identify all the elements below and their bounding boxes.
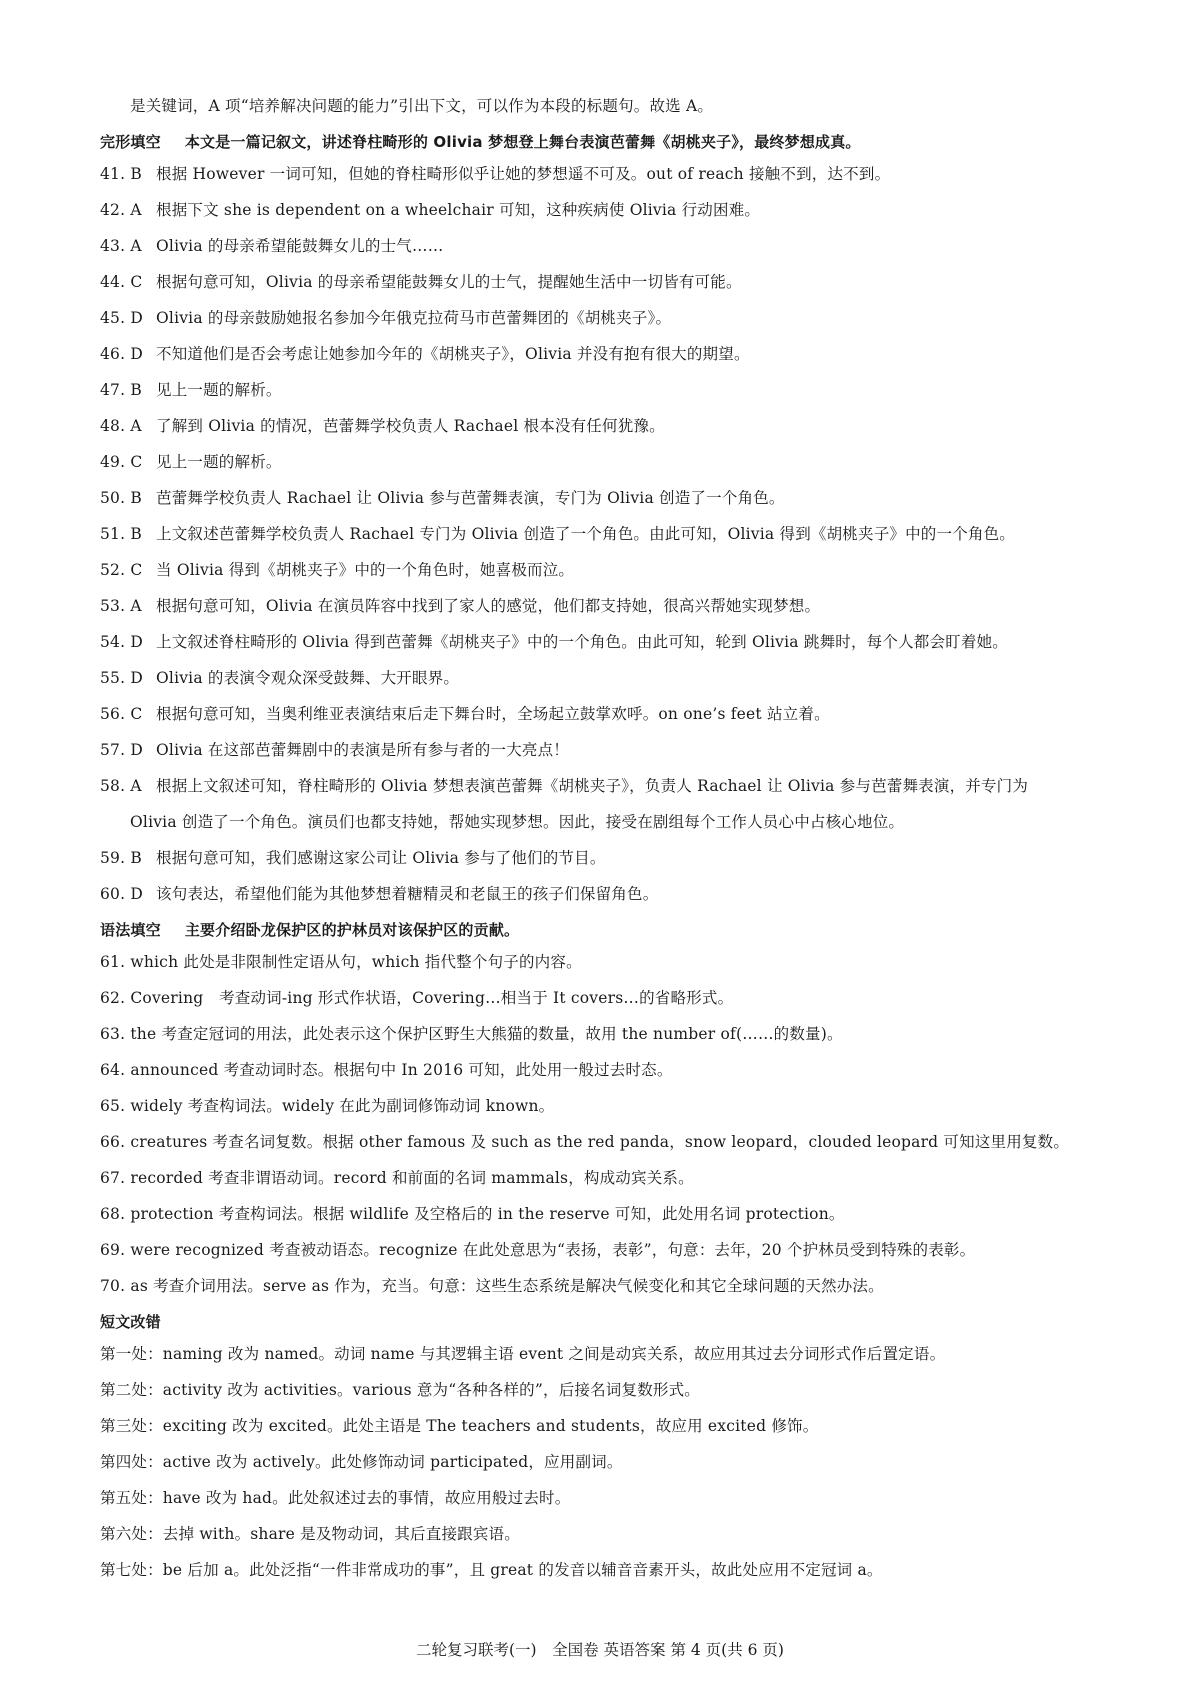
grammar-title: 语法填空 (100, 921, 161, 939)
cloze-answer-list (100, 164, 1135, 904)
answer-explanation: 根据下文 she is dependent on a wheelchair 可知，这种疾病使 Olivia 行动困难。 (156, 201, 761, 219)
correction-answer-item: 第三处：exciting 改为 excited。此处主语是 The teachers and students，故应用 excited 修饰。 (100, 1417, 819, 1435)
answer-explanation: Olivia 在这部芭蕾舞剧中的表演是所有参与者的一大亮点！ (156, 741, 570, 759)
answer-explanation: 根据句意可知，当奥利维亚表演结束后走下舞台时，全场起立鼓掌欢呼。on one’s feet 站立着。 (156, 705, 830, 723)
grammar-summary: 主要介绍卧龙保护区的护林员对该保护区的贡献。 (184, 921, 520, 939)
grammar-answer-item: 61. which 此处是非限制性定语从句，which 指代整个句子的内容。 (100, 953, 582, 971)
intro-line: 是关键词，A 项“培养解决问题的能力”引出下文，可以作为本段的标题句。故选 A。 (130, 97, 714, 115)
answer-explanation: 根据 However 一词可知，但她的脊柱畸形似乎让她的梦想遥不可及。out of reach 接触不到，达不到。 (156, 165, 891, 183)
answer-number: 50. B (100, 489, 142, 507)
cloze-answer-item (100, 632, 1135, 652)
cloze-answer-item (100, 488, 1135, 508)
grammar-answer-item: 62. Covering 考查动词-ing 形式作状语，Covering…相当于 It covers…的省略形式。 (100, 989, 734, 1007)
answer-number: 56. C (100, 705, 143, 723)
cloze-answer-item (100, 200, 1135, 220)
answer-number: 52. C (100, 561, 143, 579)
correction-answer-item: 第四处：active 改为 actively。此处修饰动词 participated，应用副词。 (100, 1453, 623, 1471)
answer-number: 58. A (100, 777, 142, 795)
cloze-title: 完形填空 (100, 133, 161, 151)
answer-explanation: 当 Olivia 得到《胡桃夹子》中的一个角色时，她喜极而泣。 (156, 561, 575, 579)
answer-explanation: 见上一题的解析。 (156, 453, 282, 471)
correction-answer-list (100, 1344, 1135, 1580)
answer-explanation: 根据句意可知，Olivia 的母亲希望能鼓舞女儿的士气，提醒她生活中一切皆有可能。 (156, 273, 742, 291)
answer-number: 60. D (100, 885, 144, 903)
page-footer: 二轮复习联考(一) 全国卷 英语答案 第 4 页(共 6 页) (416, 1641, 784, 1659)
answer-number: 42. A (100, 201, 142, 219)
cloze-answer-item (100, 704, 1135, 724)
cloze-summary: 本文是一篇记叙文，讲述脊柱畸形的 Olivia 梦想登上舞台表演芭蕾舞《胡桃夹子》，最终梦想成真。 (184, 133, 861, 151)
cloze-answer-item (100, 452, 1135, 472)
cloze-answer-item (100, 776, 1135, 796)
cloze-answer-item (100, 668, 1135, 688)
answer-explanation: 上文叙述芭蕾舞学校负责人 Rachael 专门为 Olivia 创造了一个角色。由此可知，Olivia 得到《胡桃夹子》中的一个角色。 (156, 525, 1015, 543)
cloze-answer-item (100, 560, 1135, 580)
grammar-answer-item: 66. creatures 考查名词复数。根据 other famous 及 such as the red panda，snow leopard，clouded leopard 可知这里用复数。 (100, 1133, 1070, 1151)
answer-number: 48. A (100, 417, 142, 435)
cloze-answer-item (100, 884, 1135, 904)
cloze-answer-item (100, 848, 1135, 868)
grammar-answer-item: 68. protection 考查构词法。根据 wildlife 及空格后的 in the reserve 可知，此处用名词 protection。 (100, 1205, 845, 1223)
cloze-answer-item (100, 272, 1135, 292)
answer-number: 51. B (100, 525, 142, 543)
answer-explanation: 见上一题的解析。 (156, 381, 282, 399)
answer-number: 57. D (100, 741, 144, 759)
answer-explanation: Olivia 的母亲希望能鼓舞女儿的士气…… (156, 237, 444, 255)
cloze-answer-item (100, 416, 1135, 436)
answer-explanation: Olivia 的表演令观众深受鼓舞、大开眼界。 (156, 669, 460, 687)
answer-page (100, 96, 1135, 1596)
grammar-answer-item: 70. as 考查介词用法。serve as 作为，充当。句意：这些生态系统是解决气候变化和其它全球问题的天然办法。 (100, 1277, 884, 1295)
answer-number: 54. D (100, 633, 144, 651)
answer-number: 49. C (100, 453, 143, 471)
grammar-answer-item: 64. announced 考查动词时态。根据句中 In 2016 可知，此处用一般过去时态。 (100, 1061, 673, 1079)
grammar-answer-item: 67. recorded 考查非谓语动词。record 和前面的名词 mammals，构成动宾关系。 (100, 1169, 694, 1187)
answer-number: 45. D (100, 309, 144, 327)
answer-number: 44. C (100, 273, 143, 291)
answer-explanation: 上文叙述脊柱畸形的 Olivia 得到芭蕾舞《胡桃夹子》中的一个角色。由此可知，轮到 Olivia 跳舞时，每个人都会盯着她。 (156, 633, 1008, 651)
answer-number: 41. B (100, 165, 142, 183)
grammar-answer-item: 69. were recognized 考查被动语态。recognize 在此处意思为“表扬，表彰”，句意：去年，20 个护林员受到特殊的表彰。 (100, 1241, 976, 1259)
answer-number: 53. A (100, 597, 142, 615)
answer-number: 59. B (100, 849, 142, 867)
correction-heading (100, 1312, 1135, 1332)
cloze-answer-item (100, 236, 1135, 256)
answer-number: 46. D (100, 345, 144, 363)
correction-title: 短文改错 (100, 1313, 161, 1331)
answer-number: 43. A (100, 237, 142, 255)
answer-number: 55. D (100, 669, 144, 687)
grammar-heading (100, 920, 1135, 940)
cloze-answer-item (100, 524, 1135, 544)
grammar-answer-item: 63. the 考查定冠词的用法，此处表示这个保护区野生大熊猫的数量，故用 the number of(……的数量)。 (100, 1025, 843, 1043)
correction-answer-item: 第六处：去掉 with。share 是及物动词，其后直接跟宾语。 (100, 1525, 520, 1543)
correction-answer-item: 第一处：naming 改为 named。动词 name 与其逻辑主语 event 之间是动宾关系，故应用其过去分词形式作后置定语。 (100, 1345, 946, 1363)
answer-explanation: 根据句意可知，Olivia 在演员阵容中找到了家人的感觉，他们都支持她，很高兴帮她实现梦想。 (156, 597, 821, 615)
cloze-answer-item (100, 308, 1135, 328)
answer-explanation-continued: Olivia 创造了一个角色。演员们也都支持她，帮她实现梦想。因此，接受在剧组每个工作人员心中占核心地位。 (130, 813, 905, 831)
correction-answer-item: 第七处：be 后加 a。此处泛指“一件非常成功的事”，且 great 的发音以辅音音素开头，故此处应用不定冠词 a。 (100, 1561, 883, 1579)
answer-number: 47. B (100, 381, 142, 399)
answer-explanation: 根据句意可知，我们感谢这家公司让 Olivia 参与了他们的节目。 (156, 849, 606, 867)
correction-answer-item: 第五处：have 改为 had。此处叙述过去的事情，故应用般过去时。 (100, 1489, 571, 1507)
cloze-answer-item (100, 740, 1135, 760)
grammar-answer-list (100, 952, 1135, 1296)
answer-explanation: 不知道他们是否会考虑让她参加今年的《胡桃夹子》，Olivia 并没有抱有很大的期望。 (156, 345, 750, 363)
answer-explanation: 该句表达，希望他们能为其他梦想着糖精灵和老鼠王的孩子们保留角色。 (156, 885, 659, 903)
correction-answer-item: 第二处：activity 改为 activities。various 意为“各种各样的”，后接名词复数形式。 (100, 1381, 701, 1399)
answer-explanation: Olivia 的母亲鼓励她报名参加今年俄克拉荷马市芭蕾舞团的《胡桃夹子》。 (156, 309, 672, 327)
answer-explanation: 了解到 Olivia 的情况，芭蕾舞学校负责人 Rachael 根本没有任何犹豫。 (156, 417, 665, 435)
cloze-answer-item (100, 380, 1135, 400)
cloze-answer-item (100, 344, 1135, 364)
cloze-answer-item (100, 164, 1135, 184)
answer-explanation: 根据上文叙述可知，脊柱畸形的 Olivia 梦想表演芭蕾舞《胡桃夹子》，负责人 Rachael 让 Olivia 参与芭蕾舞表演，并专门为 (156, 777, 1029, 795)
cloze-heading (100, 132, 1135, 152)
cloze-answer-item (100, 596, 1135, 616)
grammar-answer-item: 65. widely 考查构词法。widely 在此为副词修饰动词 known。 (100, 1097, 555, 1115)
answer-explanation: 芭蕾舞学校负责人 Rachael 让 Olivia 参与芭蕾舞表演，专门为 Olivia 创造了一个角色。 (156, 489, 785, 507)
